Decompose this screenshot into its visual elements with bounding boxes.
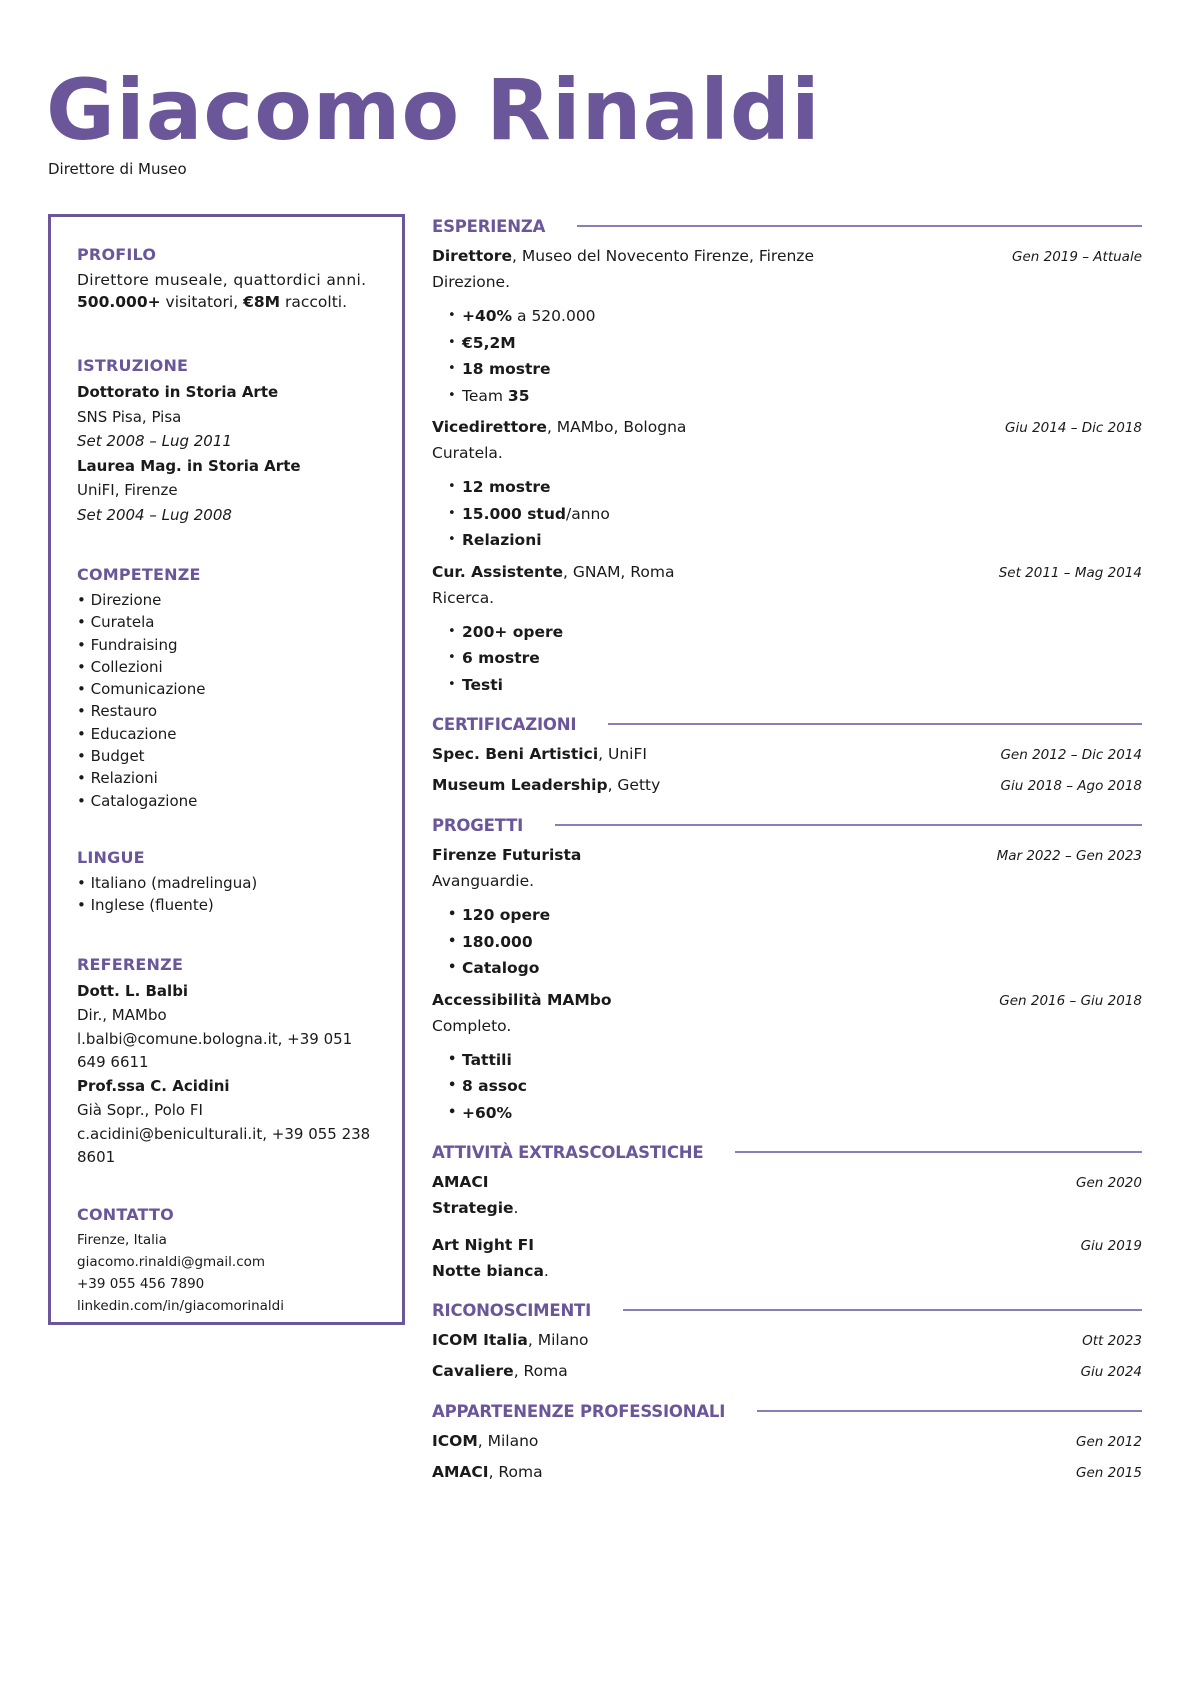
experience-section [432, 214, 1142, 698]
section-divider [623, 1309, 1142, 1311]
project-entry [432, 988, 1142, 1127]
section-heading: LINGUE [77, 847, 145, 867]
organization: , MAMbo, Bologna [546, 418, 687, 436]
reference-contact: l.balbi@comune.bologna.it, +39 051 649 6611 [77, 1029, 353, 1071]
achievement-item [448, 474, 1142, 501]
contact-phone[interactable]: +39 055 456 7890 [77, 1275, 205, 1292]
entry-date: Gen 2012 [1076, 1434, 1142, 1450]
skill-item: • Budget [77, 747, 145, 766]
activity-entry [432, 1233, 1142, 1284]
certifications-section [432, 712, 1142, 799]
sidebar-box [48, 214, 405, 1325]
membership-name: ICOM [432, 1432, 478, 1450]
entry-date: Giu 2024 [1080, 1364, 1142, 1380]
main-column [432, 214, 1142, 1500]
entry-title [432, 1460, 543, 1485]
award-name: Cavaliere [432, 1362, 514, 1380]
entry-title [432, 415, 686, 440]
section-header [432, 712, 1142, 736]
section-heading: CONTATTO [77, 1204, 174, 1224]
entry-header [432, 843, 1142, 869]
achievement-item: • 8 assoc [448, 1073, 1142, 1100]
visitors-count: 500.000+ [77, 293, 161, 311]
achievement-item [448, 619, 1142, 646]
achievement-bold: €5,2M [462, 333, 516, 352]
award-item [432, 1328, 1142, 1354]
achievement-bold: Relazioni [462, 531, 542, 549]
achievement-list [448, 1047, 1142, 1127]
reference-name: Dott. L. Balbi [77, 981, 189, 1000]
entry-description: Completo. [432, 1016, 512, 1035]
certification-issuer: , Getty [607, 776, 661, 794]
reference-role: Dir., MAMbo [77, 1006, 167, 1025]
entry-header [432, 988, 1142, 1014]
languages-section [77, 848, 376, 917]
section-heading: APPARTENENZE PROFESSIONALI [432, 1401, 726, 1421]
entry-title [432, 244, 814, 269]
contact-email[interactable]: giacomo.rinaldi@gmail.com [77, 1253, 266, 1270]
project-entry [432, 843, 1142, 982]
entry-description [432, 1259, 1142, 1284]
profile-section [77, 245, 376, 313]
entry-dates: Gen 2019 – Attuale [1011, 249, 1142, 265]
candidate-name [46, 61, 821, 159]
entry-date: Gen 2020 [1076, 1175, 1142, 1191]
contact-linkedin[interactable]: linkedin.com/in/giacomorinaldi [77, 1297, 284, 1314]
section-header [432, 214, 1142, 238]
section-header [432, 1298, 1142, 1322]
entry-dates: Gen 2016 – Giu 2018 [999, 992, 1142, 1009]
membership-item [432, 1460, 1142, 1486]
experience-entry [432, 244, 1142, 409]
skill-item: • Catalogazione [77, 791, 198, 810]
reference-role: Già Sopr., Polo FI [77, 1101, 203, 1120]
achievement-bold: Testi [462, 675, 503, 694]
entry-description [432, 1196, 1142, 1221]
first-name: Giacomo [46, 61, 461, 159]
projects-section [432, 813, 1142, 1126]
reference-contact: c.acidini@beniculturali.it, +39 055 238 8601 [77, 1124, 371, 1166]
award-name: ICOM Italia [432, 1331, 528, 1349]
achievement-bold: 18 mostre [462, 360, 551, 378]
certification-name: Spec. Beni Artistici [432, 745, 599, 763]
skills-section [77, 565, 376, 812]
entry-date: Ott 2023 [1082, 1333, 1142, 1349]
dates: Set 2004 – Lug 2008 [77, 505, 232, 524]
language-item: • Italiano (madrelingua) [77, 873, 258, 892]
description-tail: . [543, 1262, 549, 1280]
achievement-item: • Tattili [448, 1047, 1142, 1074]
funds-label: raccolti. [280, 293, 348, 311]
skill-item: • Relazioni [77, 769, 158, 788]
reference-name: Prof.ssa C. Acidini [77, 1076, 230, 1095]
references-section [77, 955, 376, 1169]
achievement-list [448, 303, 1142, 409]
skill-item: • Educazione [77, 724, 177, 743]
activity-entry [432, 1170, 1142, 1221]
certification-item [432, 742, 1142, 768]
section-divider [757, 1410, 1142, 1412]
section-heading: CERTIFICAZIONI [432, 714, 577, 734]
entry-header [432, 1233, 1142, 1259]
section-heading: ISTRUZIONE [77, 356, 189, 375]
section-header [432, 1399, 1142, 1423]
achievement-bold: +40% [462, 307, 513, 325]
contact-section [77, 1205, 376, 1317]
section-header [432, 1140, 1142, 1164]
achievement-bold: 6 mostre [462, 649, 540, 667]
achievement-list [448, 474, 1142, 554]
entry-title [432, 742, 647, 767]
entry-dates: Mar 2022 – Gen 2023 [996, 848, 1142, 864]
achievement-list [448, 902, 1142, 982]
experience-entry [432, 415, 1142, 554]
school: SNS Pisa, Pisa [77, 407, 182, 426]
activities-section [432, 1140, 1142, 1284]
awards-section [432, 1298, 1142, 1385]
language-item: • Inglese (fluente) [77, 896, 214, 915]
profile-summary: Direttore museale, quattordici anni. [77, 271, 367, 289]
membership-item [432, 1429, 1142, 1455]
dates: Set 2008 – Lug 2011 [77, 432, 232, 450]
entry-date: Giu 2019 [1080, 1238, 1142, 1254]
achievement-item [448, 303, 1142, 330]
entry-dates: Giu 2018 – Ago 2018 [1000, 778, 1142, 794]
achievement-item [448, 645, 1142, 672]
contact-location: Firenze, Italia [77, 1231, 167, 1248]
entry-title [432, 1328, 589, 1353]
section-divider [735, 1151, 1142, 1153]
achievement-item: • 120 opere [448, 902, 1142, 929]
funds-raised: €8M [243, 293, 281, 311]
section-heading: COMPETENZE [77, 565, 201, 584]
entry-title [432, 560, 674, 585]
entry-header [432, 415, 1142, 441]
entry-description: Direzione. [432, 273, 511, 291]
achievement-text: Team [462, 386, 508, 405]
activity-name: Art Night FI [432, 1236, 535, 1254]
section-header [432, 813, 1142, 837]
membership-name: AMACI [432, 1463, 489, 1481]
achievement-item [448, 672, 1142, 699]
achievement-bold: 200+ opere [462, 622, 564, 641]
skill-item: • Curatela [77, 613, 155, 632]
membership-place: , Roma [488, 1463, 543, 1481]
profile-highlights [77, 291, 376, 313]
certification-item [432, 773, 1142, 799]
certification-issuer: , UniFI [598, 745, 647, 763]
project-name: Firenze Futurista [432, 846, 582, 864]
project-name: Accessibilità MAMbo [432, 990, 612, 1009]
entry-title [432, 773, 660, 798]
achievement-text: a 520.000 [512, 307, 596, 325]
section-heading: RICONOSCIMENTI [432, 1300, 592, 1320]
award-place: , Milano [527, 1331, 589, 1349]
job-title: Direttore di Museo [48, 160, 187, 178]
entry-dates: Set 2011 – Mag 2014 [998, 564, 1142, 581]
achievement-bold: 15.000 stud [462, 504, 566, 523]
entry-title [432, 1429, 538, 1454]
award-item [432, 1359, 1142, 1385]
achievement-list [448, 619, 1142, 699]
description-tail: . [513, 1199, 519, 1217]
experience-entry [432, 560, 1142, 699]
certification-name: Museum Leadership [432, 776, 608, 794]
section-heading: PROGETTI [432, 815, 524, 835]
section-heading: PROFILO [77, 245, 157, 264]
activity-name: AMACI [432, 1173, 489, 1191]
achievement-item [448, 330, 1142, 357]
achievement-item [448, 356, 1142, 383]
achievement-item: • Catalogo [448, 955, 1142, 982]
education-item [77, 454, 376, 528]
skill-item: • Comunicazione [77, 680, 206, 699]
achievement-item: • +60% [448, 1100, 1142, 1127]
description-bold: Notte bianca [432, 1262, 544, 1280]
entry-description: Curatela. [432, 444, 503, 462]
section-heading: REFERENZE [77, 954, 184, 974]
role: Vicedirettore [432, 418, 547, 436]
organization: , GNAM, Roma [563, 562, 675, 581]
achievement-item: • 180.000 [448, 929, 1142, 956]
entry-dates: Gen 2012 – Dic 2014 [1000, 747, 1142, 763]
achievement-item [448, 383, 1142, 410]
memberships-section [432, 1399, 1142, 1486]
skill-item: • Restauro [77, 702, 158, 721]
section-heading: ESPERIENZA [432, 216, 546, 236]
section-heading: ATTIVITÀ EXTRASCOLASTICHE [432, 1142, 704, 1162]
organization: , Museo del Novecento Firenze, Firenze [511, 247, 814, 265]
achievement-text: /anno [565, 504, 610, 523]
education-section [77, 356, 376, 527]
achievement-item [448, 501, 1142, 528]
education-item [77, 380, 376, 454]
entry-dates: Giu 2014 – Dic 2018 [1005, 420, 1142, 436]
section-divider [555, 824, 1142, 826]
description-bold: Strategie [432, 1199, 514, 1217]
role: Cur. Assistente [432, 562, 563, 581]
visitors-label: visitatori, [160, 293, 244, 311]
skill-item: • Direzione [77, 591, 162, 609]
reference-item [77, 979, 376, 1074]
skill-item: • Collezioni [77, 657, 163, 676]
entry-title [432, 1359, 568, 1384]
achievement-item [448, 527, 1142, 554]
membership-place: , Milano [477, 1432, 539, 1450]
entry-header [432, 244, 1142, 270]
entry-header [432, 560, 1142, 586]
entry-date: Gen 2015 [1076, 1465, 1142, 1481]
award-place: , Roma [513, 1362, 568, 1380]
last-name: Rinaldi [486, 61, 821, 159]
degree: Laurea Mag. in Storia Arte [77, 456, 301, 475]
section-divider [608, 723, 1142, 725]
section-divider [577, 225, 1142, 227]
degree: Dottorato in Storia Arte [77, 383, 279, 401]
reference-item [77, 1074, 376, 1169]
achievement-bold: 35 [507, 386, 530, 405]
entry-header [432, 1170, 1142, 1196]
role: Direttore [432, 247, 512, 265]
skill-item: • Fundraising [77, 635, 178, 654]
entry-description: Ricerca. [432, 588, 495, 607]
achievement-bold: 12 mostre [462, 478, 551, 496]
school: UniFI, Firenze [77, 481, 178, 499]
entry-description: Avanguardie. [432, 872, 535, 890]
